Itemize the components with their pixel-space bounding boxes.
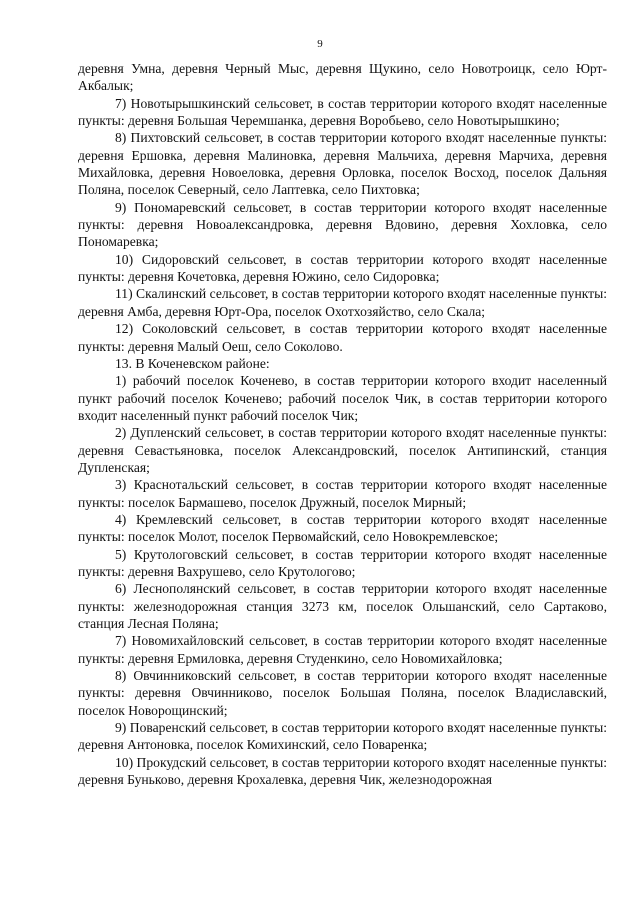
paragraph: деревня Умна, деревня Черный Мыс, деревня Щукино, село Новотроицк, село Юрт-Акбалык; <box>78 61 607 94</box>
paragraph: 1) рабочий поселок Коченево, в состав территории которого входит населенный пункт рабочий поселок Коченево; рабочий поселок Чик, в состав территории которого входит населенный пункт рабочий поселок Чик; <box>78 373 607 423</box>
paragraph: 12) Соколовский сельсовет, в состав территории которого входят населенные пункты: деревня Малый Оеш, село Соколово. <box>78 321 607 354</box>
paragraph: 7) Новотырышкинский сельсовет, в состав территории которого входят населенные пункты: деревня Большая Черемшанка, деревня Воробьево, село Новотырышкино; <box>78 95 607 129</box>
paragraph: 3) Краснотальский сельсовет, в состав территории которого входят населенные пункты: поселок Бармашево, поселок Дружный, поселок Мирный; <box>78 477 607 510</box>
paragraph: 10) Сидоровский сельсовет, в состав территории которого входят населенные пункты: деревня Кочетовка, деревня Южино, село Сидоровка; <box>78 251 607 285</box>
paragraph: 2) Дупленский сельсовет, в состав территории которого входят населенные пункты: деревня Севастьяновка, поселок Александровский, поселок Антипинский, станция Дупленская; <box>78 425 607 475</box>
paragraph: 4) Кремлевский сельсовет, в состав территории которого входят населенные пункты: поселок Молот, поселок Первомайский, село Новокремлевское; <box>78 511 607 545</box>
paragraph: 11) Скалинский сельсовет, в состав территории которого входят населенные пункты: деревня Амба, деревня Юрт-Ора, поселок Охотхозяйство, село Скала; <box>78 286 607 319</box>
paragraph: 8) Пихтовский сельсовет, в состав территории которого входят населенные пункты: деревня Ершовка, деревня Малиновка, деревня Мальчиха, деревня Марчиха, деревня Михайловка, деревня Новоеловка, деревня Орловка, поселок Восход, поселок Дальняя Поляна, поселок Северный, село Лаптевка, село Пихтовка; <box>78 130 607 198</box>
paragraph: 13. В Коченевском районе: <box>115 355 270 371</box>
paragraph: 10) Прокудский сельсовет, в состав территории которого входят населенные пункты: деревня Буньково, деревня Крохалевка, деревня Чик, железнодорожная <box>78 754 607 788</box>
paragraph: 5) Крутологовский сельсовет, в состав территории которого входят населенные пункты: деревня Вахрушево, село Крутологово; <box>78 546 607 579</box>
document-body <box>78 60 607 788</box>
page-number: 9 <box>317 38 323 50</box>
paragraph: 9) Пономаревский сельсовет, в состав территории которого входят населенные пункты: деревня Новоалександровка, деревня Вдовино, деревня Хохловка, село Пономаревка; <box>78 199 607 250</box>
paragraph: 7) Новомихайловский сельсовет, в состав территории которого входят населенные пункты: деревня Ермиловка, деревня Студенкино, село Новомихайловка; <box>78 633 607 666</box>
paragraph: 9) Поваренский сельсовет, в состав территории которого входят населенные пункты: деревня Антоновка, поселок Комихинский, село Поваренка; <box>78 720 607 753</box>
paragraph: 8) Овчинниковский сельсовет, в состав территории которого входят населенные пункты: деревня Овчинниково, поселок Большая Поляна, поселок Владиславский, поселок Новорощинский; <box>78 668 607 718</box>
paragraph: 6) Леснополянский сельсовет, в состав территории которого входят населенные пункты: железнодорожная станция 3273 км, поселок Ольшанский, село Сартаково, станция Лесная Поляна; <box>78 581 607 631</box>
